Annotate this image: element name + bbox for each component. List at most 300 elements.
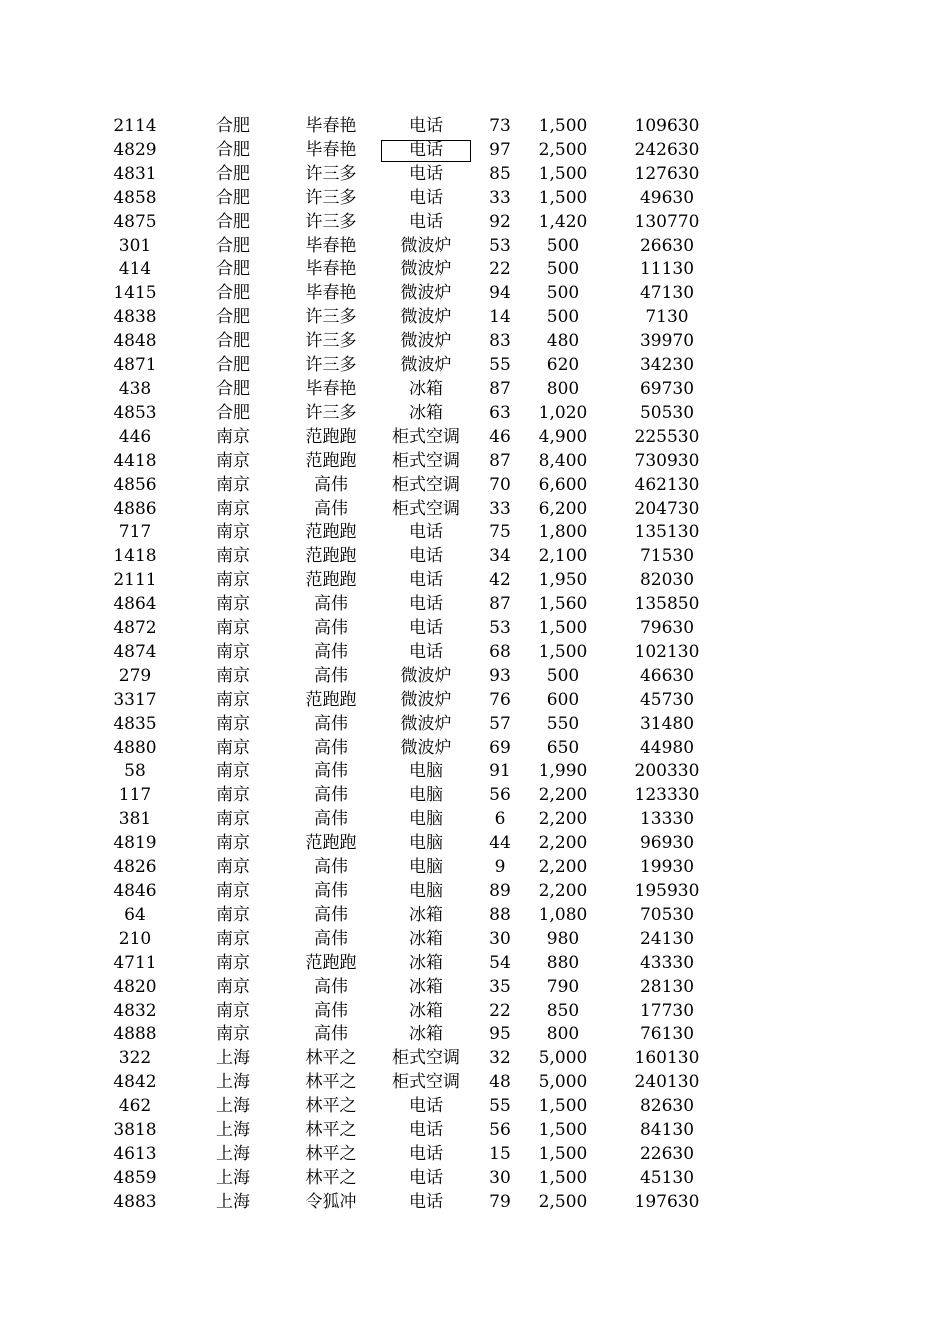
quantity-cell[interactable]: 92 (489, 211, 511, 232)
id-cell[interactable]: 4858 (113, 187, 157, 208)
unit-price-cell[interactable]: 1,560 (538, 594, 588, 615)
product-cell[interactable]: 电话 (409, 1120, 443, 1141)
product-cell[interactable]: 微波炉 (400, 259, 452, 280)
city-cell[interactable]: 合肥 (216, 283, 250, 304)
salesperson-cell[interactable]: 高伟 (314, 904, 348, 925)
quantity-cell[interactable]: 48 (489, 1072, 511, 1093)
product-cell[interactable]: 柜式空调 (392, 474, 460, 495)
amount-cell[interactable]: 22630 (639, 1143, 695, 1164)
quantity-cell[interactable]: 75 (489, 522, 511, 543)
id-cell[interactable]: 1415 (113, 283, 157, 304)
city-cell[interactable]: 南京 (216, 498, 250, 519)
quantity-cell[interactable]: 88 (489, 904, 511, 925)
unit-price-cell[interactable]: 2,200 (538, 833, 588, 854)
unit-price-cell[interactable]: 1,500 (538, 116, 588, 136)
unit-price-cell[interactable]: 600 (546, 689, 580, 710)
amount-cell[interactable]: 135850 (634, 594, 700, 615)
id-cell[interactable]: 4838 (113, 307, 157, 328)
salesperson-cell[interactable]: 毕春艳 (305, 139, 357, 160)
product-cell[interactable]: 电脑 (409, 857, 443, 878)
selected-product-cell[interactable]: 电话 (380, 139, 472, 163)
id-cell[interactable]: 58 (124, 761, 146, 782)
salesperson-cell[interactable]: 高伟 (314, 785, 348, 806)
city-cell[interactable]: 合肥 (216, 163, 250, 184)
id-cell[interactable]: 3818 (113, 1120, 157, 1141)
product-cell[interactable]: 微波炉 (400, 355, 452, 376)
amount-cell[interactable]: 197630 (634, 1191, 700, 1212)
unit-price-cell[interactable]: 1,420 (538, 211, 588, 232)
city-cell[interactable]: 南京 (216, 689, 250, 710)
salesperson-cell[interactable]: 许三多 (305, 402, 357, 423)
amount-cell[interactable]: 13330 (639, 809, 695, 830)
city-cell[interactable]: 南京 (216, 665, 250, 686)
amount-cell[interactable]: 195930 (634, 881, 700, 901)
quantity-cell[interactable]: 30 (489, 928, 511, 949)
salesperson-cell[interactable]: 毕春艳 (305, 235, 357, 256)
id-cell[interactable]: 117 (118, 785, 152, 806)
salesperson-cell[interactable]: 范跑跑 (305, 570, 357, 591)
salesperson-cell[interactable]: 高伟 (314, 474, 348, 495)
amount-cell[interactable]: 43330 (639, 952, 695, 973)
city-cell[interactable]: 南京 (216, 952, 250, 973)
id-cell[interactable]: 4864 (113, 594, 157, 615)
product-cell[interactable]: 柜式空调 (392, 450, 460, 471)
id-cell[interactable]: 4880 (113, 737, 157, 758)
quantity-cell[interactable]: 91 (489, 761, 511, 782)
unit-price-cell[interactable]: 980 (546, 928, 580, 949)
city-cell[interactable]: 南京 (216, 1000, 250, 1021)
id-cell[interactable]: 4832 (113, 1000, 157, 1021)
salesperson-cell[interactable]: 高伟 (314, 881, 348, 901)
salesperson-cell[interactable]: 高伟 (314, 976, 348, 997)
salesperson-cell[interactable]: 高伟 (314, 665, 348, 686)
city-cell[interactable]: 合肥 (216, 235, 250, 256)
unit-price-cell[interactable]: 5,000 (538, 1072, 588, 1093)
id-cell[interactable]: 64 (124, 904, 146, 925)
id-cell[interactable]: 4846 (113, 881, 157, 901)
unit-price-cell[interactable]: 850 (546, 1000, 580, 1021)
salesperson-cell[interactable]: 林平之 (305, 1167, 357, 1188)
quantity-cell[interactable]: 76 (489, 689, 511, 710)
product-cell[interactable]: 柜式空调 (392, 1072, 460, 1093)
quantity-cell[interactable]: 97 (489, 139, 511, 160)
quantity-cell[interactable]: 33 (489, 187, 511, 208)
id-cell[interactable]: 4886 (113, 498, 157, 519)
quantity-cell[interactable]: 22 (489, 259, 511, 280)
unit-price-cell[interactable]: 500 (546, 283, 580, 304)
id-cell[interactable]: 4711 (113, 952, 157, 973)
city-cell[interactable]: 南京 (216, 618, 250, 639)
city-cell[interactable]: 上海 (216, 1143, 250, 1164)
quantity-cell[interactable]: 73 (489, 116, 511, 136)
product-cell[interactable]: 电脑 (409, 761, 443, 782)
salesperson-cell[interactable]: 毕春艳 (305, 378, 357, 399)
quantity-cell[interactable]: 89 (489, 881, 511, 901)
salesperson-cell[interactable]: 范跑跑 (305, 426, 357, 447)
city-cell[interactable]: 南京 (216, 761, 250, 782)
salesperson-cell[interactable]: 高伟 (314, 713, 348, 734)
amount-cell[interactable]: 96930 (639, 833, 695, 854)
product-cell[interactable]: 柜式空调 (392, 498, 460, 519)
amount-cell[interactable]: 45130 (639, 1167, 695, 1188)
unit-price-cell[interactable]: 1,500 (538, 1143, 588, 1164)
product-cell[interactable]: 电话 (409, 1167, 443, 1188)
product-cell[interactable]: 电话 (409, 1096, 443, 1117)
amount-cell[interactable]: 130770 (634, 211, 700, 232)
city-cell[interactable]: 上海 (216, 1167, 250, 1188)
unit-price-cell[interactable]: 1,500 (538, 187, 588, 208)
id-cell[interactable]: 210 (118, 928, 152, 949)
unit-price-cell[interactable]: 2,500 (538, 139, 588, 160)
salesperson-cell[interactable]: 范跑跑 (305, 546, 357, 567)
city-cell[interactable]: 合肥 (216, 355, 250, 376)
product-cell[interactable]: 电话 (409, 570, 443, 591)
unit-price-cell[interactable]: 650 (546, 737, 580, 758)
salesperson-cell[interactable]: 高伟 (314, 857, 348, 878)
id-cell[interactable]: 2111 (113, 570, 157, 591)
quantity-cell[interactable]: 30 (489, 1167, 511, 1188)
unit-price-cell[interactable]: 1,080 (538, 904, 588, 925)
product-cell[interactable]: 微波炉 (400, 235, 452, 256)
quantity-cell[interactable]: 46 (489, 426, 511, 447)
product-cell[interactable]: 电话 (409, 594, 443, 615)
product-cell[interactable]: 电话 (409, 1143, 443, 1164)
amount-cell[interactable]: 49630 (639, 187, 695, 208)
salesperson-cell[interactable]: 高伟 (314, 1024, 348, 1045)
salesperson-cell[interactable]: 高伟 (314, 498, 348, 519)
city-cell[interactable]: 合肥 (216, 187, 250, 208)
city-cell[interactable]: 上海 (216, 1096, 250, 1117)
unit-price-cell[interactable]: 1,990 (538, 761, 588, 782)
product-cell[interactable]: 冰箱 (409, 928, 443, 949)
product-cell[interactable]: 冰箱 (409, 378, 443, 399)
quantity-cell[interactable]: 14 (489, 307, 511, 328)
unit-price-cell[interactable]: 2,200 (538, 809, 588, 830)
amount-cell[interactable]: 7130 (645, 307, 689, 328)
amount-cell[interactable]: 11130 (639, 259, 695, 280)
product-cell[interactable]: 冰箱 (409, 1000, 443, 1021)
city-cell[interactable]: 南京 (216, 594, 250, 615)
product-cell[interactable]: 电话 (409, 1191, 443, 1212)
unit-price-cell[interactable]: 480 (546, 331, 580, 352)
product-cell[interactable]: 冰箱 (409, 402, 443, 423)
amount-cell[interactable]: 47130 (639, 283, 695, 304)
id-cell[interactable]: 4826 (113, 857, 157, 878)
quantity-cell[interactable]: 32 (489, 1048, 511, 1069)
id-cell[interactable]: 4859 (113, 1167, 157, 1188)
quantity-cell[interactable]: 70 (489, 474, 511, 495)
quantity-cell[interactable]: 85 (489, 163, 511, 184)
amount-cell[interactable]: 76130 (639, 1024, 695, 1045)
product-cell[interactable]: 微波炉 (400, 713, 452, 734)
unit-price-cell[interactable]: 620 (546, 355, 580, 376)
product-cell[interactable]: 电话 (409, 618, 443, 639)
city-cell[interactable]: 合肥 (216, 116, 250, 136)
quantity-cell[interactable]: 68 (489, 641, 511, 662)
product-cell[interactable]: 电话 (409, 522, 443, 543)
unit-price-cell[interactable]: 1,500 (538, 641, 588, 662)
unit-price-cell[interactable]: 1,800 (538, 522, 588, 543)
city-cell[interactable]: 南京 (216, 570, 250, 591)
salesperson-cell[interactable]: 毕春艳 (305, 283, 357, 304)
amount-cell[interactable]: 123330 (634, 785, 700, 806)
city-cell[interactable]: 上海 (216, 1048, 250, 1069)
unit-price-cell[interactable]: 1,500 (538, 618, 588, 639)
unit-price-cell[interactable]: 500 (546, 259, 580, 280)
product-cell[interactable]: 电话 (409, 187, 443, 208)
product-cell[interactable]: 电话 (409, 211, 443, 232)
product-cell[interactable]: 冰箱 (409, 904, 443, 925)
salesperson-cell[interactable]: 毕春艳 (305, 259, 357, 280)
salesperson-cell[interactable]: 范跑跑 (305, 952, 357, 973)
id-cell[interactable]: 4418 (113, 450, 157, 471)
amount-cell[interactable]: 240130 (634, 1072, 700, 1093)
product-cell[interactable]: 电脑 (409, 881, 443, 901)
id-cell[interactable]: 4831 (113, 163, 157, 184)
quantity-cell[interactable]: 42 (489, 570, 511, 591)
product-cell[interactable]: 冰箱 (409, 1024, 443, 1045)
unit-price-cell[interactable]: 4,900 (538, 426, 588, 447)
amount-cell[interactable]: 102130 (634, 641, 700, 662)
unit-price-cell[interactable]: 1,500 (538, 1167, 588, 1188)
product-cell[interactable]: 电脑 (409, 785, 443, 806)
unit-price-cell[interactable]: 500 (546, 307, 580, 328)
salesperson-cell[interactable]: 林平之 (305, 1096, 357, 1117)
id-cell[interactable]: 446 (118, 426, 152, 447)
id-cell[interactable]: 301 (118, 235, 152, 256)
quantity-cell[interactable]: 22 (489, 1000, 511, 1021)
product-cell[interactable]: 电脑 (409, 809, 443, 830)
city-cell[interactable]: 合肥 (216, 402, 250, 423)
amount-cell[interactable]: 82030 (639, 570, 695, 591)
city-cell[interactable]: 南京 (216, 426, 250, 447)
quantity-cell[interactable]: 6 (494, 809, 506, 830)
id-cell[interactable]: 4819 (113, 833, 157, 854)
amount-cell[interactable]: 84130 (639, 1120, 695, 1141)
product-cell[interactable]: 冰箱 (409, 976, 443, 997)
city-cell[interactable]: 合肥 (216, 211, 250, 232)
id-cell[interactable]: 4872 (113, 618, 157, 639)
city-cell[interactable]: 南京 (216, 976, 250, 997)
unit-price-cell[interactable]: 2,200 (538, 857, 588, 878)
unit-price-cell[interactable]: 1,500 (538, 163, 588, 184)
product-cell[interactable]: 微波炉 (400, 331, 452, 352)
quantity-cell[interactable]: 55 (489, 1096, 511, 1117)
city-cell[interactable]: 南京 (216, 928, 250, 949)
unit-price-cell[interactable]: 8,400 (538, 450, 588, 471)
amount-cell[interactable]: 127630 (634, 163, 700, 184)
unit-price-cell[interactable]: 1,950 (538, 570, 588, 591)
id-cell[interactable]: 3317 (113, 689, 157, 710)
amount-cell[interactable]: 135130 (634, 522, 700, 543)
product-cell[interactable]: 电话 (409, 546, 443, 567)
city-cell[interactable]: 合肥 (216, 259, 250, 280)
salesperson-cell[interactable]: 许三多 (305, 307, 357, 328)
quantity-cell[interactable]: 56 (489, 1120, 511, 1141)
amount-cell[interactable]: 34230 (639, 355, 695, 376)
amount-cell[interactable]: 50530 (639, 402, 695, 423)
unit-price-cell[interactable]: 790 (546, 976, 580, 997)
quantity-cell[interactable]: 87 (489, 594, 511, 615)
unit-price-cell[interactable]: 2,200 (538, 785, 588, 806)
quantity-cell[interactable]: 9 (494, 857, 506, 878)
unit-price-cell[interactable]: 6,600 (538, 474, 588, 495)
amount-cell[interactable]: 17730 (639, 1000, 695, 1021)
city-cell[interactable]: 合肥 (216, 378, 250, 399)
unit-price-cell[interactable]: 1,500 (538, 1096, 588, 1117)
id-cell[interactable]: 4829 (113, 139, 157, 160)
salesperson-cell[interactable]: 毕春艳 (305, 116, 357, 136)
amount-cell[interactable]: 24130 (639, 928, 695, 949)
unit-price-cell[interactable]: 800 (546, 378, 580, 399)
quantity-cell[interactable]: 79 (489, 1191, 511, 1212)
quantity-cell[interactable]: 53 (489, 235, 511, 256)
city-cell[interactable]: 南京 (216, 809, 250, 830)
id-cell[interactable]: 4856 (113, 474, 157, 495)
salesperson-cell[interactable]: 范跑跑 (305, 450, 357, 471)
quantity-cell[interactable]: 55 (489, 355, 511, 376)
id-cell[interactable]: 322 (118, 1048, 152, 1069)
amount-cell[interactable]: 39970 (639, 331, 695, 352)
product-cell[interactable]: 微波炉 (400, 283, 452, 304)
salesperson-cell[interactable]: 林平之 (305, 1120, 357, 1141)
city-cell[interactable]: 南京 (216, 833, 250, 854)
unit-price-cell[interactable]: 2,100 (538, 546, 588, 567)
salesperson-cell[interactable]: 高伟 (314, 928, 348, 949)
amount-cell[interactable]: 71530 (639, 546, 695, 567)
city-cell[interactable]: 南京 (216, 522, 250, 543)
quantity-cell[interactable]: 33 (489, 498, 511, 519)
unit-price-cell[interactable]: 800 (546, 1024, 580, 1045)
unit-price-cell[interactable]: 2,200 (538, 881, 588, 901)
city-cell[interactable]: 南京 (216, 904, 250, 925)
salesperson-cell[interactable]: 高伟 (314, 594, 348, 615)
id-cell[interactable]: 462 (118, 1096, 152, 1117)
product-cell[interactable]: 微波炉 (400, 689, 452, 710)
quantity-cell[interactable]: 34 (489, 546, 511, 567)
id-cell[interactable]: 4848 (113, 331, 157, 352)
salesperson-cell[interactable]: 高伟 (314, 809, 348, 830)
id-cell[interactable]: 4842 (113, 1072, 157, 1093)
id-cell[interactable]: 717 (118, 522, 152, 543)
salesperson-cell[interactable]: 许三多 (305, 163, 357, 184)
amount-cell[interactable]: 204730 (634, 498, 700, 519)
amount-cell[interactable]: 225530 (634, 426, 700, 447)
amount-cell[interactable]: 242630 (634, 139, 700, 160)
amount-cell[interactable]: 46630 (639, 665, 695, 686)
amount-cell[interactable]: 160130 (634, 1048, 700, 1069)
city-cell[interactable]: 南京 (216, 1024, 250, 1045)
quantity-cell[interactable]: 44 (489, 833, 511, 854)
city-cell[interactable]: 合肥 (216, 331, 250, 352)
amount-cell[interactable]: 26630 (639, 235, 695, 256)
salesperson-cell[interactable]: 高伟 (314, 737, 348, 758)
city-cell[interactable]: 南京 (216, 546, 250, 567)
unit-price-cell[interactable]: 1,500 (538, 1120, 588, 1141)
amount-cell[interactable]: 28130 (639, 976, 695, 997)
id-cell[interactable]: 4888 (113, 1024, 157, 1045)
quantity-cell[interactable]: 56 (489, 785, 511, 806)
salesperson-cell[interactable]: 范跑跑 (305, 833, 357, 854)
amount-cell[interactable]: 462130 (634, 474, 700, 495)
city-cell[interactable]: 南京 (216, 737, 250, 758)
id-cell[interactable]: 4613 (113, 1143, 157, 1164)
quantity-cell[interactable]: 87 (489, 450, 511, 471)
product-cell[interactable]: 电话 (409, 163, 443, 184)
amount-cell[interactable]: 44980 (639, 737, 695, 758)
id-cell[interactable]: 4875 (113, 211, 157, 232)
city-cell[interactable]: 南京 (216, 785, 250, 806)
quantity-cell[interactable]: 15 (489, 1143, 511, 1164)
id-cell[interactable]: 414 (118, 259, 152, 280)
unit-price-cell[interactable]: 500 (546, 665, 580, 686)
quantity-cell[interactable]: 83 (489, 331, 511, 352)
unit-price-cell[interactable]: 1,020 (538, 402, 588, 423)
product-cell[interactable]: 微波炉 (400, 307, 452, 328)
salesperson-cell[interactable]: 许三多 (305, 211, 357, 232)
id-cell[interactable]: 2114 (113, 116, 157, 136)
unit-price-cell[interactable]: 6,200 (538, 498, 588, 519)
quantity-cell[interactable]: 63 (489, 402, 511, 423)
city-cell[interactable]: 上海 (216, 1120, 250, 1141)
product-cell[interactable]: 冰箱 (409, 952, 443, 973)
amount-cell[interactable]: 45730 (639, 689, 695, 710)
id-cell[interactable]: 4853 (113, 402, 157, 423)
salesperson-cell[interactable]: 范跑跑 (305, 522, 357, 543)
amount-cell[interactable]: 79630 (639, 618, 695, 639)
salesperson-cell[interactable]: 林平之 (305, 1143, 357, 1164)
city-cell[interactable]: 南京 (216, 641, 250, 662)
id-cell[interactable]: 4874 (113, 641, 157, 662)
quantity-cell[interactable]: 93 (489, 665, 511, 686)
quantity-cell[interactable]: 54 (489, 952, 511, 973)
amount-cell[interactable]: 109630 (634, 116, 700, 136)
salesperson-cell[interactable]: 范跑跑 (305, 689, 357, 710)
quantity-cell[interactable]: 53 (489, 618, 511, 639)
product-cell[interactable]: 柜式空调 (392, 426, 460, 447)
quantity-cell[interactable]: 57 (489, 713, 511, 734)
quantity-cell[interactable]: 94 (489, 283, 511, 304)
amount-cell[interactable]: 19930 (639, 857, 695, 878)
unit-price-cell[interactable]: 5,000 (538, 1048, 588, 1069)
product-cell[interactable]: 电话 (409, 641, 443, 662)
amount-cell[interactable]: 82630 (639, 1096, 695, 1117)
amount-cell[interactable]: 70530 (639, 904, 695, 925)
amount-cell[interactable]: 730930 (634, 450, 700, 471)
product-cell[interactable]: 电脑 (409, 833, 443, 854)
id-cell[interactable]: 4883 (113, 1191, 157, 1212)
quantity-cell[interactable]: 69 (489, 737, 511, 758)
unit-price-cell[interactable]: 500 (546, 235, 580, 256)
product-cell[interactable]: 柜式空调 (392, 1048, 460, 1069)
salesperson-cell[interactable]: 许三多 (305, 331, 357, 352)
unit-price-cell[interactable]: 2,500 (538, 1191, 588, 1212)
id-cell[interactable]: 381 (118, 809, 152, 830)
city-cell[interactable]: 南京 (216, 450, 250, 471)
id-cell[interactable]: 4835 (113, 713, 157, 734)
product-cell[interactable]: 电话 (409, 116, 443, 136)
quantity-cell[interactable]: 35 (489, 976, 511, 997)
amount-cell[interactable]: 69730 (639, 378, 695, 399)
salesperson-cell[interactable]: 高伟 (314, 761, 348, 782)
city-cell[interactable]: 上海 (216, 1191, 250, 1212)
id-cell[interactable]: 279 (118, 665, 152, 686)
product-cell[interactable]: 微波炉 (400, 737, 452, 758)
salesperson-cell[interactable]: 许三多 (305, 187, 357, 208)
salesperson-cell[interactable]: 许三多 (305, 355, 357, 376)
quantity-cell[interactable]: 95 (489, 1024, 511, 1045)
city-cell[interactable]: 南京 (216, 857, 250, 878)
